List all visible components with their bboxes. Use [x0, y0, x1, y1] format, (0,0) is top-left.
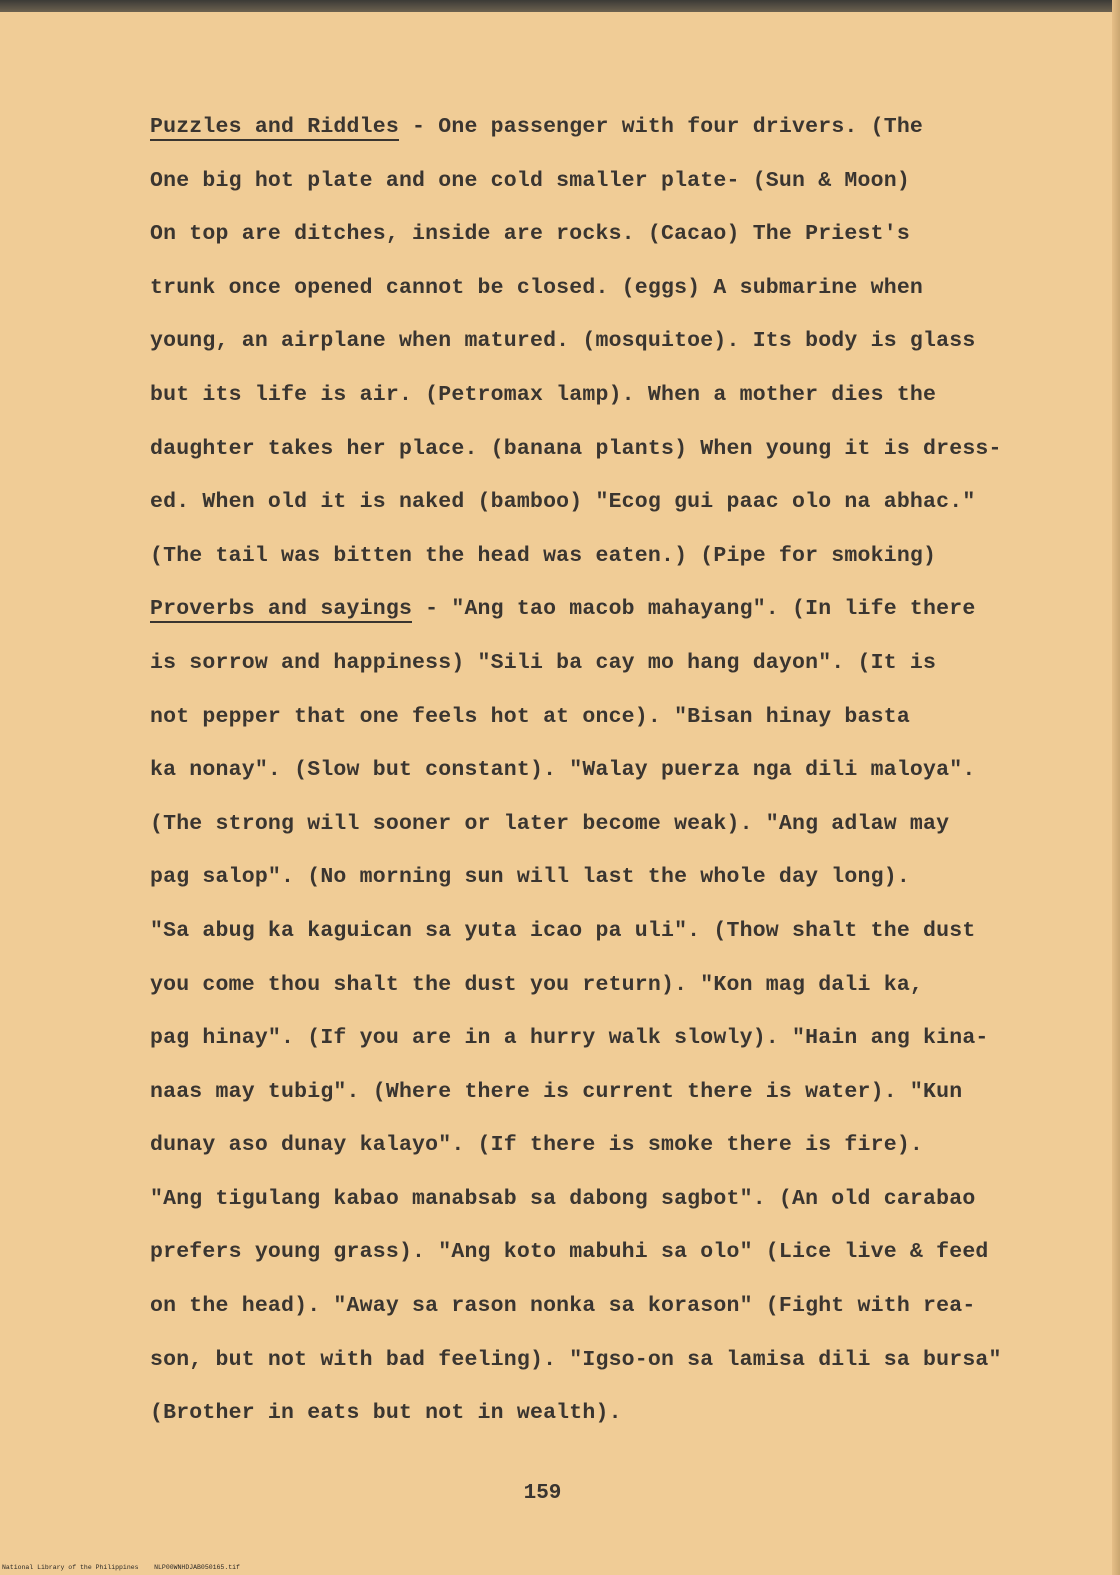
text-line: One big hot plate and one cold smaller plate- (Sun & Moon): [150, 168, 910, 193]
text-line: "Sa abug ka kaguican sa yuta icao pa uli". (Thow shalt the dust: [150, 918, 976, 943]
text-line: ka nonay". (Slow but constant). "Walay puerza nga dili maloya".: [150, 758, 976, 783]
text-line: you come thou shalt the dust you return). "Kon mag dali ka,: [150, 972, 924, 997]
text-line: young, an airplane when matured. (mosquitoe). Its body is glass: [150, 329, 976, 354]
page-number: 159: [523, 1482, 562, 1505]
text-line: dunay aso dunay kalayo". (If there is smoke there is fire).: [150, 1133, 924, 1158]
text-line: is sorrow and happiness) "Sili ba cay mo hang dayon". (It is: [150, 650, 937, 675]
text-line: son, but not with bad feeling). "Igso-on sa lamisa dili sa bursa": [150, 1347, 1002, 1372]
text-line: prefers young grass). "Ang koto mabuhi sa olo" (Lice live & feed: [150, 1240, 989, 1265]
text-line: daughter takes her place. (banana plants) When young it is dress-: [150, 436, 1002, 461]
text-line: (The tail was bitten the head was eaten.) (Pipe for smoking): [150, 543, 937, 568]
text-line: On top are ditches, inside are rocks. (Cacao) The Priest's: [150, 222, 910, 247]
typed-page-body: [150, 107, 1050, 1447]
text-line: pag salop". (No morning sun will last the whole day long).: [150, 865, 910, 890]
text-line: (Brother in eats but not in wealth).: [150, 1401, 622, 1426]
text-line: but its life is air. (Petromax lamp). When a mother dies the: [150, 382, 937, 407]
text-line: (The strong will sooner or later become weak). "Ang adlaw may: [150, 811, 950, 836]
text-line: ed. When old it is naked (bamboo) "Ecog gui paac olo na abhac.": [150, 490, 976, 515]
text-line: on the head). "Away sa rason nonka sa korason" (Fight with rea-: [150, 1294, 976, 1319]
text-line: trunk once opened cannot be closed. (eggs) A submarine when: [150, 275, 924, 300]
text-line: Puzzles and Riddles - One passenger with four drivers. (The: [150, 115, 924, 139]
text-line: not pepper that one feels hot at once). "Bisan hinay basta: [150, 704, 910, 729]
scan-top-edge: [0, 0, 1120, 12]
scan-right-edge: [1112, 0, 1120, 1575]
proverbs-heading: Proverbs and sayings: [150, 597, 413, 622]
scan-footer-credit: National Library of the Philippines NLP00WNHDJAB050165.tif: [2, 1564, 240, 1571]
puzzles-heading: Puzzles and Riddles: [150, 115, 399, 139]
text-line: naas may tubig". (Where there is current there is water). "Kun: [150, 1079, 963, 1104]
text-line: Proverbs and sayings - "Ang tao macob mahayang". (In life there: [150, 597, 976, 622]
text-line: pag hinay". (If you are in a hurry walk slowly). "Hain ang kina-: [150, 1026, 989, 1051]
text-line: "Ang tigulang kabao manabsab sa dabong sagbot". (An old carabao: [150, 1186, 976, 1211]
